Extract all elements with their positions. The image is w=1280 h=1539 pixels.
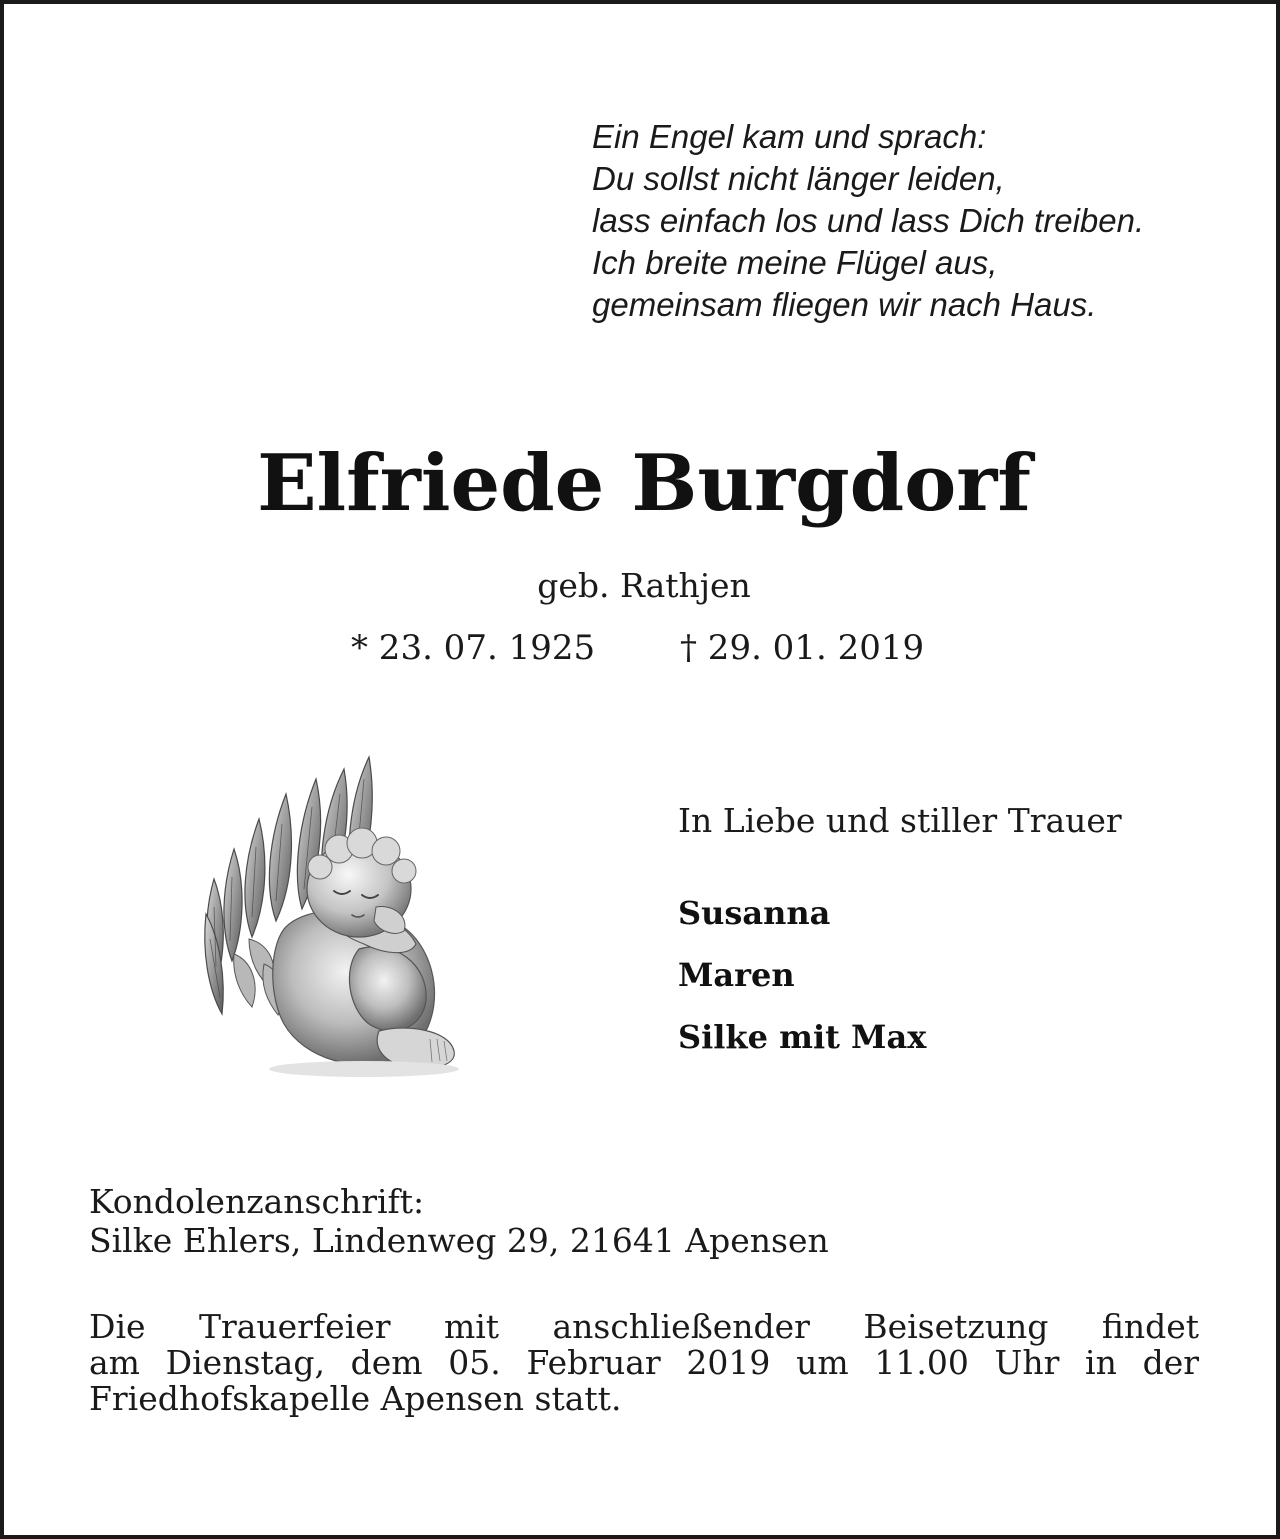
condolence-label: Kondolenzanschrift:	[89, 1182, 425, 1221]
condolence-address-block	[89, 1182, 829, 1260]
death-date: † 29. 01. 2019	[680, 628, 925, 668]
poem-line: Ein Engel kam und sprach:	[592, 118, 987, 155]
poem-line: Ich breite meine Flügel aus,	[592, 244, 998, 281]
funeral-line: Friedhofskapelle Apensen statt.	[89, 1379, 622, 1418]
funeral-info	[89, 1309, 1199, 1417]
mourning-intro: In Liebe und stiller Trauer	[678, 801, 1122, 840]
poem-line: lass einfach los und lass Dich treiben.	[592, 202, 1145, 239]
poem-line: gemeinsam fliegen wir nach Haus.	[592, 286, 1097, 323]
mourner-name: Silke mit Max	[678, 1018, 927, 1056]
birth-date: * 23. 07. 1925	[351, 628, 596, 668]
angel-figurine-image	[154, 739, 504, 1089]
mourner-list	[678, 882, 926, 1068]
poem-line: Du sollst nicht länger leiden,	[592, 160, 1005, 197]
mourner-name: Maren	[678, 956, 795, 994]
funeral-line: am Dienstag, dem 05. Februar 2019 um 11.00 Uhr in der	[89, 1343, 1199, 1382]
funeral-line: Die Trauerfeier mit anschließender Beisetzung findet	[89, 1307, 1199, 1346]
deceased-name: Elfriede Burgdorf	[257, 438, 1031, 529]
poem	[592, 116, 1232, 326]
mourner-name: Susanna	[678, 894, 831, 932]
birth-name: geb. Rathjen	[537, 566, 751, 605]
condolence-address: Silke Ehlers, Lindenweg 29, 21641 Apensen	[89, 1221, 829, 1260]
